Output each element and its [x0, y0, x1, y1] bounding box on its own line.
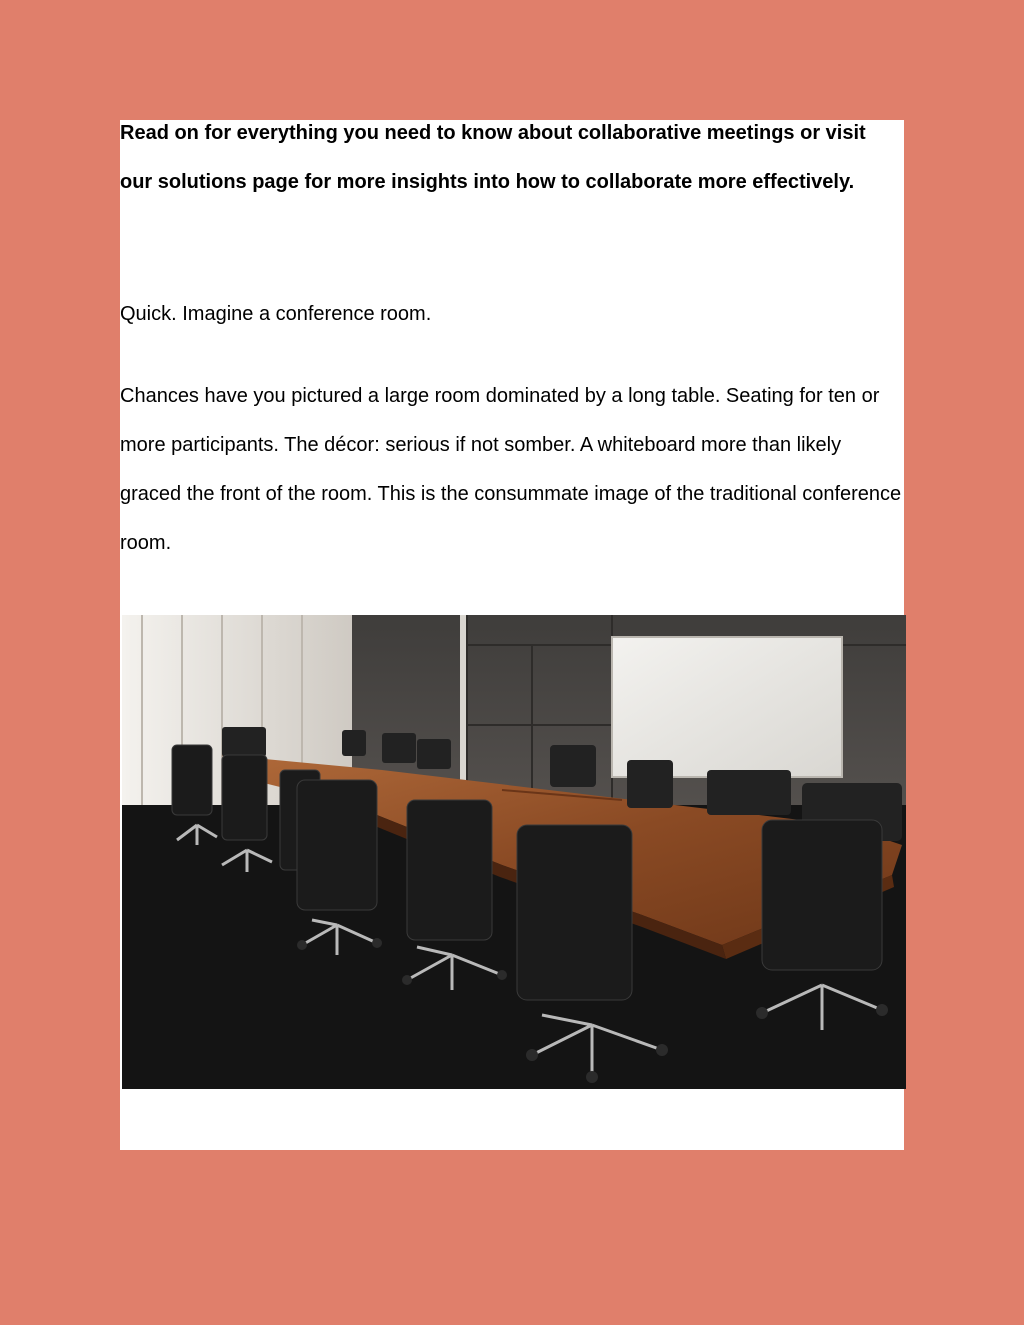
intro-paragraph: Read on for everything you need to know about collaborative meetings or visit our solutions page for more insights into how to collaborate more effectively.	[120, 122, 866, 193]
paragraph-traditional-conference-room: Chances have you pictured a large room dominated by a long table. Seating for ten or more participants. The décor: serious if not somber. A whiteboard more than likely graced the front of the room. This is the consummate image of the traditional conference room.	[120, 385, 902, 554]
conference-room-photo	[122, 615, 906, 1089]
document-page	[120, 120, 904, 1150]
paragraph-quick-imagine: Quick. Imagine a conference room.	[120, 303, 432, 325]
